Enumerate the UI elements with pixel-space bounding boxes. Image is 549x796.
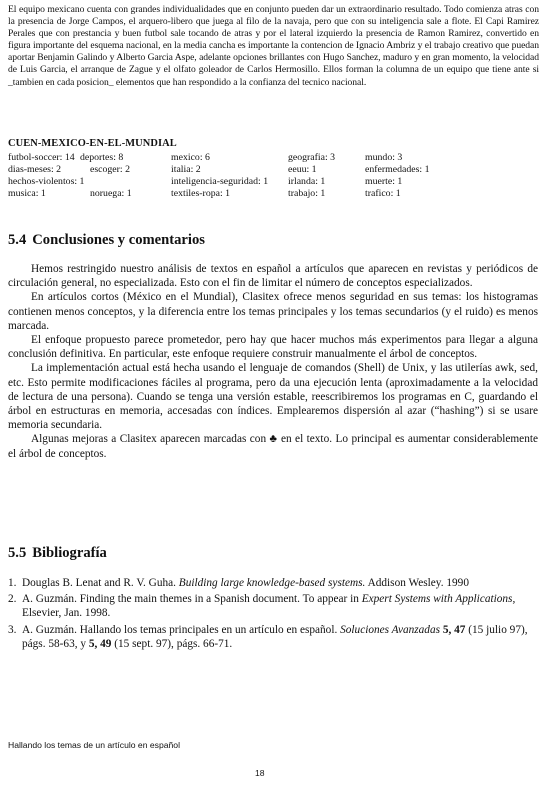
- entry-title: Soluciones Avanzadas: [340, 623, 440, 636]
- bibliography-entry: [8, 623, 536, 651]
- histogram-entry: enfermedades: 1: [365, 164, 430, 175]
- histogram-entry: geografia: 3: [288, 152, 336, 163]
- histogram-entry: hechos-violentos: 1: [8, 176, 85, 187]
- histogram-entry: mundo: 3: [365, 152, 403, 163]
- histogram-title: CUEN-MEXICO-EN-EL-MUNDIAL: [8, 138, 177, 149]
- bibliography-entry: [8, 576, 536, 590]
- histogram-entry: trafico: 1: [365, 188, 401, 199]
- histogram-entry: trabajo: 1: [288, 188, 326, 199]
- entry-publisher: Elsevier, Jan. 1998.: [22, 607, 111, 620]
- section-heading-conclusions: [8, 232, 205, 249]
- paragraph: Algunas mejoras a Clasitex aparecen marcadas con ♣ en el texto. Lo principal es aumentar considerablemente el árbol de conceptos.: [8, 433, 538, 460]
- histogram-entry: inteligencia-seguridad: 1: [171, 176, 269, 187]
- entry-index: 1.: [8, 577, 17, 589]
- entry-authors: Douglas B. Lenat and R. V. Guha.: [22, 577, 176, 589]
- section-title: Conclusiones y comentarios: [32, 232, 205, 248]
- histogram-entry: futbol-soccer: 14: [8, 152, 75, 163]
- paragraph: La implementación actual está hecha usando el lenguaje de comandos (Shell) de Unix, y las utilerías awk, sed, etc. Esto permite modificaciones fáciles al programa, pero da una ejecución lenta (aproximadamente a la velocidad de lectura de una persona). Cuando se tenga una versión estable, reescribiremos los programas en C, guardando el árbol en estructuras en memoria, accesadas con índices. Emplearemos dispersión al azar (“hashing”) si se usare memoria secundaria.: [8, 362, 538, 432]
- histogram-entry: textiles-ropa: 1: [171, 188, 231, 199]
- entry-date: (15 sept. 97), págs. 66-71.: [114, 637, 233, 650]
- entry-volume: 5, 47: [442, 623, 466, 636]
- histogram-entry: italia: 2: [171, 164, 201, 175]
- histogram-entry: irlanda: 1: [288, 176, 326, 187]
- paragraph: En artículos cortos (México en el Mundial), Clasitex ofrece menos seguridad en sus temas: los histogramas contienen menos conceptos, y la diferencia entre los temas principales y los temas secundarios (y el ruido) es menos marcada.: [8, 291, 538, 332]
- entry-volume: 5, 49: [88, 637, 112, 650]
- paragraph: Hemos restringido nuestro análisis de textos en español a artículos que aparecen en revistas y periódicos de circulación general, no especializada. Esto con el fin de limitar el número de conceptos especializados.: [8, 263, 538, 290]
- entry-authors: A. Guzmán. Hallando los temas principales en un artículo en español.: [22, 623, 338, 636]
- histogram-entry: noruega: 1: [90, 188, 132, 199]
- histogram-entry: muerte: 1: [365, 176, 403, 187]
- entry-index: 3.: [8, 623, 17, 636]
- histogram-entry: dias-meses: 2: [8, 164, 62, 175]
- section-number: 5.5: [8, 545, 27, 561]
- intro-paragraph: El equipo mexicano cuenta con grandes individualidades que en conjunto pueden dar un extraordinario resultado. Todo comienza atras con la presencia de Jorge Campos, el arquero-libero que juega al filo de la navaja, pero que con su inteligencia sale a flote. El Capi Ramirez Perales que con prestancia y buen futbol sale tocando de atras y por el lateral izquierdo la presencia de Ramon Ramirez, convertido en figura importante del esquema nacional, en la media cancha es importante la contencion de Ignacio Ambriz y el trabajo creativo que puedan aportar Benjamin Galindo y Alberto Garcia Aspe, adelante opciones brillantes con Hugo Sanchez, maduro y en gran momento, la velocidad de Luis Garcia, el arranque de Zague y el olfato goleador de Carlos Hermosillo. Ellos forman la columna de un equipo que tiene ante si _tambien en cada posicion_ elementos que han respondido a la confianza del tecnico nacional.: [8, 4, 539, 88]
- running-footer-title: Hallando los temas de un artículo en español: [8, 740, 180, 750]
- entry-authors: A. Guzmán. Finding the main themes in a Spanish document. To appear in: [22, 593, 359, 606]
- histogram-entry: deportes: 8: [80, 152, 124, 163]
- conclusions-body: [8, 262, 538, 461]
- bibliography-list: [8, 576, 536, 653]
- histogram-entry: escoger: 2: [90, 164, 130, 175]
- entry-date: (15 julio 97), págs. 58-63, y: [22, 623, 528, 650]
- histogram-entry: eeuu: 1: [288, 164, 317, 175]
- section-title: Bibliografía: [32, 545, 107, 561]
- bibliography-entry: [8, 592, 536, 620]
- entry-title: Expert Systems with Applications,: [361, 593, 516, 606]
- page-number: 18: [255, 768, 265, 778]
- entry-index: 2.: [8, 593, 17, 606]
- histogram-entry: mexico: 6: [171, 152, 210, 163]
- entry-title: Building large knowledge-based systems.: [178, 577, 366, 589]
- section-heading-bibliography: [8, 545, 107, 562]
- histogram-entry: musica: 1: [8, 188, 46, 199]
- section-number: 5.4: [8, 232, 27, 248]
- entry-publisher: Addison Wesley. 1990: [367, 577, 469, 589]
- paragraph: El enfoque propuesto parece prometedor, pero hay que hacer muchos más experimentos para llegar a alguna conclusión definitiva. En particular, este enfoque requiere construir manualmente el árbol de conceptos.: [8, 334, 538, 361]
